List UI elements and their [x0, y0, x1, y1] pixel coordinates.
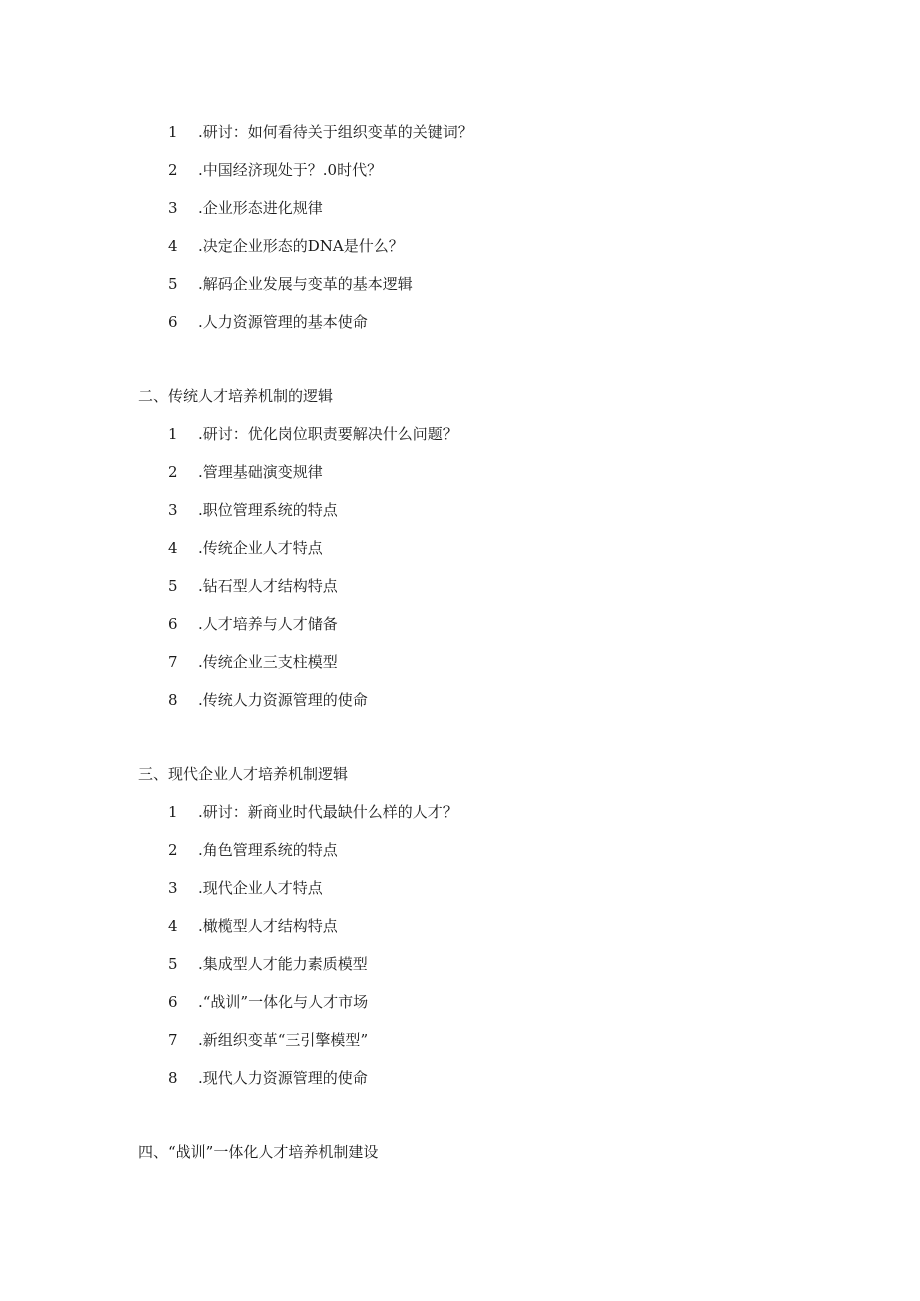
list-item: [168, 312, 368, 332]
item-number: 2: [168, 463, 178, 481]
list-item: [168, 1030, 368, 1050]
list-item: [168, 274, 413, 294]
list-item: [168, 160, 382, 180]
item-number: 3: [168, 501, 178, 519]
item-text: .橄榄型人才结构特点: [198, 917, 338, 935]
item-number: 6: [168, 993, 178, 1011]
item-text: .研讨：新商业时代最缺什么样的人才？: [198, 803, 458, 821]
item-number: 3: [168, 879, 178, 897]
list-item: [168, 1068, 368, 1088]
list-item: [168, 992, 368, 1012]
section-heading: 三、现代企业人才培养机制逻辑: [138, 765, 349, 783]
list-item: [168, 198, 323, 218]
item-number: 6: [168, 313, 178, 331]
item-text: .人力资源管理的基本使命: [198, 313, 368, 331]
item-number: 5: [168, 955, 178, 973]
item-text: .传统企业三支柱模型: [198, 653, 338, 671]
list-item: [168, 462, 323, 482]
item-number: 4: [168, 539, 178, 557]
item-text: .新组织变革“三引擎模型”: [198, 1031, 369, 1049]
list-item: [168, 614, 338, 634]
item-text: .研讨：优化岗位职责要解决什么问题？: [198, 425, 458, 443]
item-text: .中国经济现处于？.0时代？: [198, 161, 383, 179]
item-number: 2: [168, 841, 178, 859]
item-text: .人才培养与人才储备: [198, 615, 338, 633]
list-item: [168, 840, 338, 860]
item-number: 1: [168, 803, 178, 821]
item-text: .研讨：如何看待关于组织变革的关键词？: [198, 123, 473, 141]
item-text: .决定企业形态的DNA是什么？: [198, 237, 404, 255]
item-number: 5: [168, 275, 178, 293]
list-item: [168, 916, 338, 936]
list-item: [168, 538, 323, 558]
item-text: .“战训”一体化与人才市场: [198, 993, 369, 1011]
item-text: .现代企业人才特点: [198, 879, 323, 897]
list-item: [168, 652, 338, 672]
list-item: [168, 236, 404, 256]
item-number: 2: [168, 161, 178, 179]
item-number: 7: [168, 1031, 178, 1049]
item-text: .角色管理系统的特点: [198, 841, 338, 859]
list-item: [168, 954, 368, 974]
item-text: .解码企业发展与变革的基本逻辑: [198, 275, 413, 293]
item-number: 8: [168, 1069, 178, 1087]
item-number: 6: [168, 615, 178, 633]
item-text: .现代人力资源管理的使命: [198, 1069, 368, 1087]
item-text: .钻石型人才结构特点: [198, 577, 338, 595]
list-item: [168, 424, 458, 444]
item-number: 1: [168, 123, 178, 141]
item-text: .传统企业人才特点: [198, 539, 323, 557]
item-text: .集成型人才能力素质模型: [198, 955, 368, 973]
item-text: .管理基础演变规律: [198, 463, 323, 481]
item-number: 7: [168, 653, 178, 671]
item-number: 4: [168, 917, 178, 935]
section-heading: 二、传统人才培养机制的逻辑: [138, 387, 334, 405]
list-item: [168, 878, 323, 898]
list-item: [168, 690, 368, 710]
list-item: [168, 500, 338, 520]
list-item: [168, 122, 473, 142]
section-heading: 四、“战训”一体化人才培养机制建设: [138, 1143, 379, 1161]
list-item: [168, 802, 458, 822]
item-number: 8: [168, 691, 178, 709]
item-number: 4: [168, 237, 178, 255]
item-number: 5: [168, 577, 178, 595]
item-number: 3: [168, 199, 178, 217]
item-text: .传统人力资源管理的使命: [198, 691, 368, 709]
item-number: 1: [168, 425, 178, 443]
item-text: .企业形态进化规律: [198, 199, 323, 217]
item-text: .职位管理系统的特点: [198, 501, 338, 519]
list-item: [168, 576, 338, 596]
